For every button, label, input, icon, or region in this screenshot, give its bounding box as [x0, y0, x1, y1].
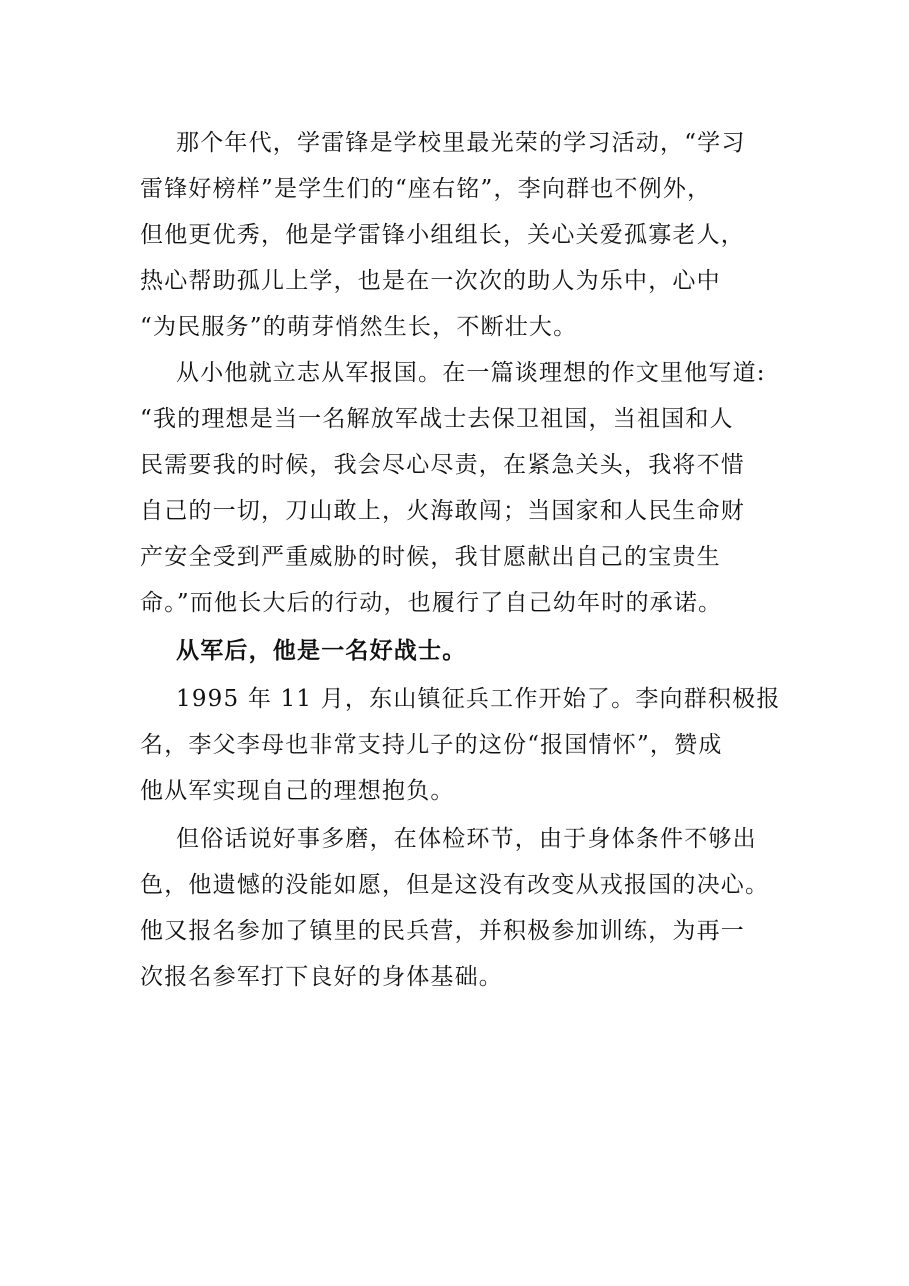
paragraph-2-line-3: 民需要我的时候，我会尽心尽责，在紧急关头，我将不惜: [140, 452, 745, 478]
paragraph-3-line-2: 名，李父李母也非常支持儿子的这份“报国情怀”，赞成: [140, 732, 723, 758]
paragraph-2-line-2: “我的理想是当一名解放军战士去保卫祖国，当祖国和人: [140, 406, 734, 432]
paragraph-1-line-1: 那个年代，学雷锋是学校里最光荣的学习活动，“学习: [176, 130, 746, 156]
paragraph-1-line-3: 但他更优秀，他是学雷锋小组组长，关心关爱孤寡老人，: [140, 222, 745, 248]
paragraph-4-line-1: 但俗话说好事多磨，在体检环节，由于身体条件不够出: [176, 826, 757, 852]
paragraph-1-line-4: 热心帮助孤儿上学，也是在一次次的助人为乐中，心中: [140, 268, 721, 294]
paragraph-1-line-5: “为民服务”的萌芽悄然生长，不断壮大。: [140, 314, 578, 340]
paragraph-3-line-3: 他从军实现自己的理想抱负。: [140, 778, 455, 804]
paragraph-2-line-6: 命。”而他长大后的行动，也履行了自己幼年时的承诺。: [140, 590, 723, 616]
paragraph-2-line-4: 自己的一切，刀山敢上，火海敢闯；当国家和人民生命财: [140, 498, 745, 524]
paragraph-2-line-5: 产安全受到严重威胁的时候，我甘愿献出自己的宝贵生: [140, 544, 721, 570]
section-heading: 从军后，他是一名好战士。: [176, 637, 467, 664]
paragraph-4-line-2: 色，他遗憾的没能如愿，但是这没有改变从戎报国的决心。: [140, 872, 770, 898]
paragraph-1-line-2: 雷锋好榜样”是学生们的“座右铭”，李向群也不例外，: [140, 176, 712, 202]
paragraph-4-line-3: 他又报名参加了镇里的民兵营，并积极参加训练，为再一: [140, 918, 745, 944]
paragraph-4-line-4: 次报名参军打下良好的身体基础。: [140, 964, 503, 990]
paragraph-3-line-1: 1995 年 11 月，东山镇征兵工作开始了。李向群积极报: [176, 686, 781, 712]
paragraph-2-line-1: 从小他就立志从军报国。在一篇谈理想的作文里他写道:: [176, 360, 766, 386]
